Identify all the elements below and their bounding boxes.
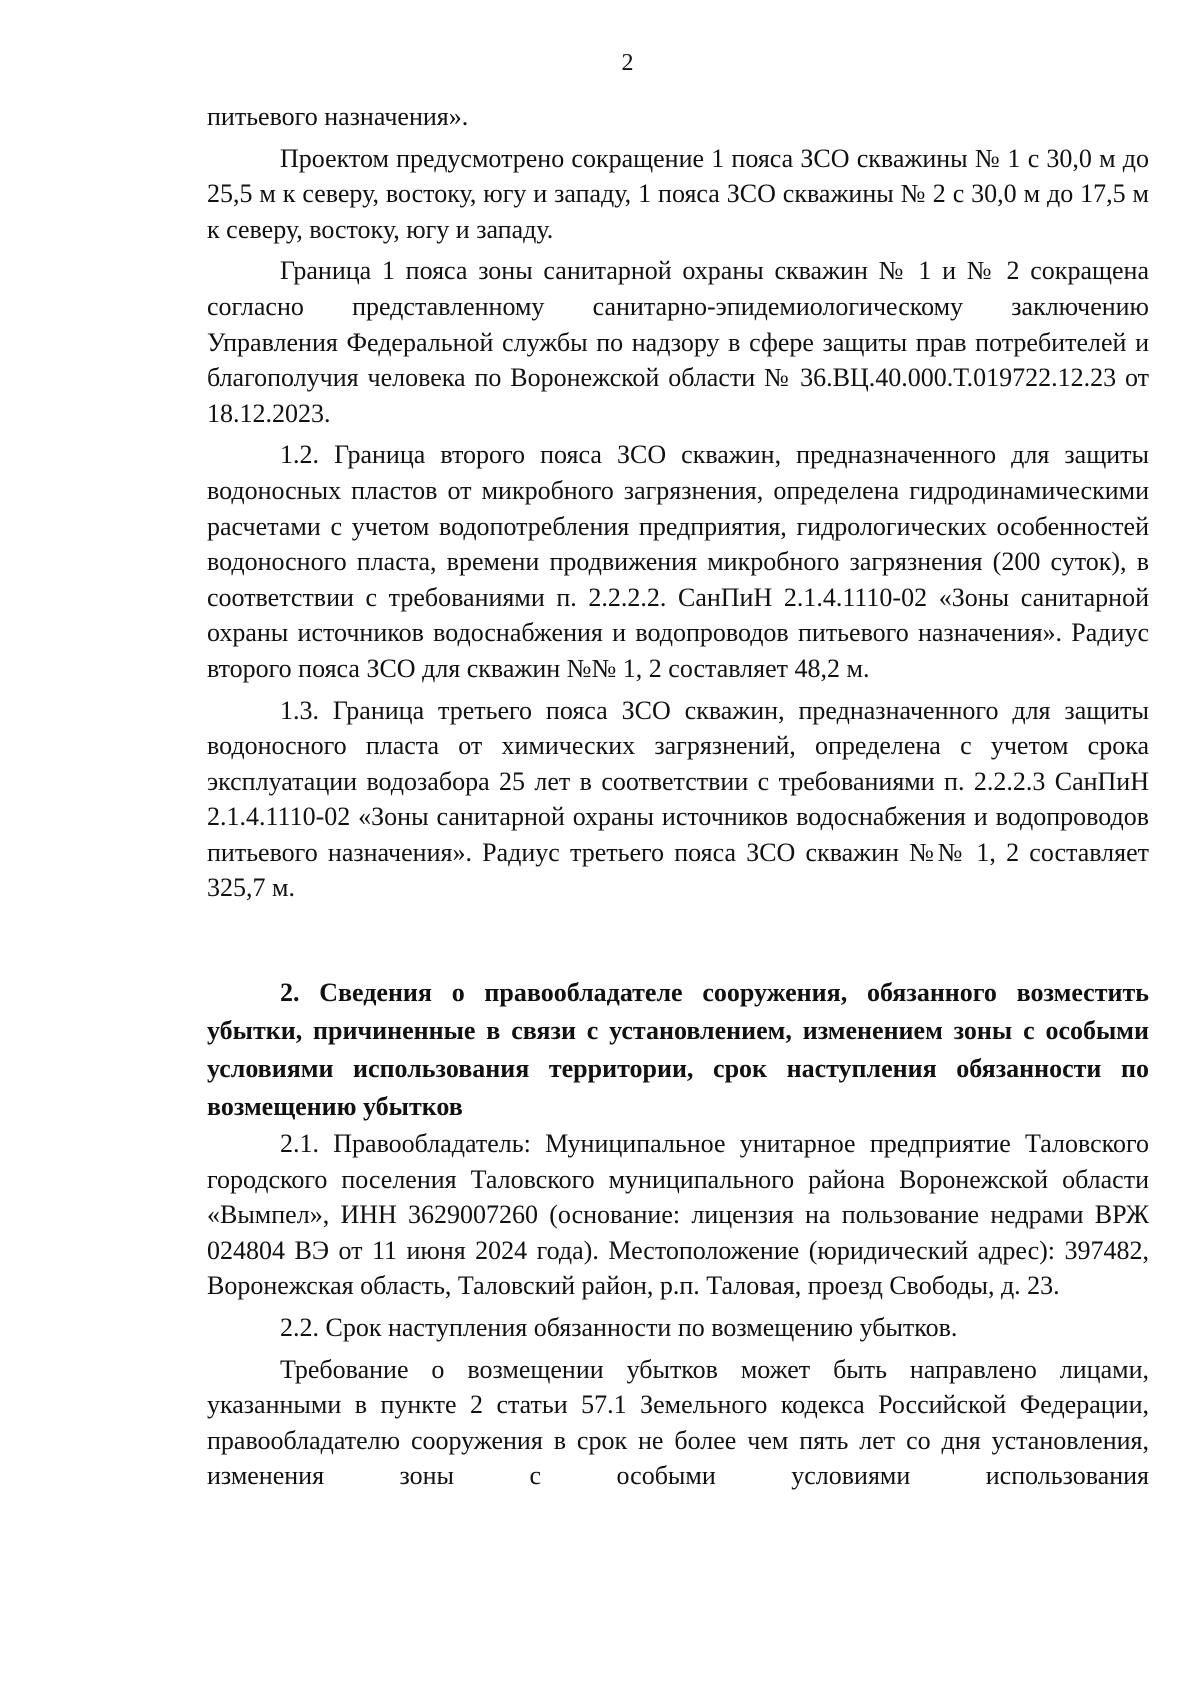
- paragraph-project-reduction: Проектом предусмотрено сокращение 1 пояса ЗСО скважины № 1 с 30,0 м до 25,5 м к северу, востоку, югу и западу, 1 пояса ЗСО скважины № 2 с 30,0 м до 17,5 м к северу, востоку, югу и западу.: [207, 143, 1149, 244]
- paragraph-first-belt-boundary: Граница 1 пояса зоны санитарной охраны скважин № 1 и № 2 сокращена согласно представленному санитарно-эпидемиологическому заключению Управления Федеральной службы по надзору в сфере защиты прав потребителей и благополучия человека по Воронежской области № 36.ВЦ.40.000.Т.019722.12.23 от 18.12.2023.: [207, 256, 1149, 428]
- paragraph-compensation-claim: Требование о возмещении убытков может быть направлено лицами, указанными в пункте 2 статьи 57.1 Земельного кодекса Российской Федерации, правообладателю сооружения в срок не более чем пять лет со дня установления, изменения зоны с особыми условиями использования: [207, 1354, 1149, 1491]
- paragraph-continuation: питьевого назначения».: [207, 102, 469, 131]
- paragraph-third-belt: 1.3. Граница третьего пояса ЗСО скважин, предназначенного для защиты водоносного пласта от химических загрязнений, определена с учетом срока эксплуатации водозабора 25 лет в соответствии с требованиями п. 2.2.2.3 СанПиН 2.1.4.1110-02 «Зоны санитарной охраны источников водоснабжения и водопроводов питьевого назначения». Радиус третьего пояса ЗСО скважин №№ 1, 2 составляет 325,7 м.: [207, 695, 1149, 903]
- paragraph-right-holder: 2.1. Правообладатель: Муниципальное унитарное предприятие Таловского городского поселения Таловского муниципального района Воронежской области «Вымпел», ИНН 3629007260 (основание: лицензия на пользование недрами ВРЖ 024804 ВЭ от 11 июня 2024 года). Местоположение (юридический адрес): 397482, Воронежская область, Таловский район, р.п. Таловая, проезд Свободы, д. 23.: [207, 1129, 1149, 1301]
- page-number: 2: [621, 50, 634, 76]
- document-body: [207, 99, 1149, 1494]
- section-heading-2: 2. Сведения о правообладателе сооружения, обязанного возместить убытки, причиненные в связи с установлением, изменением зоны с особыми условиями использования территории, срок наступления обязанности по возмещению убытков: [207, 978, 1149, 1122]
- paragraph-second-belt: 1.2. Граница второго пояса ЗСО скважин, предназначенного для защиты водоносных пластов от микробного загрязнения, определена гидродинамическими расчетами с учетом водопотребления предприятия, гидрологических особенностей водоносного пласта, времени продвижения микробного загрязнения (200 суток), в соответствии с требованиями п. 2.2.2.2. СанПиН 2.1.4.1110-02 «Зоны санитарной охраны источников водоснабжения и водопроводов питьевого назначения». Радиус второго пояса ЗСО для скважин №№ 1, 2 составляет 48,2 м.: [207, 440, 1149, 683]
- paragraph-obligation-term: 2.2. Срок наступления обязанности по возмещению убытков.: [280, 1313, 958, 1343]
